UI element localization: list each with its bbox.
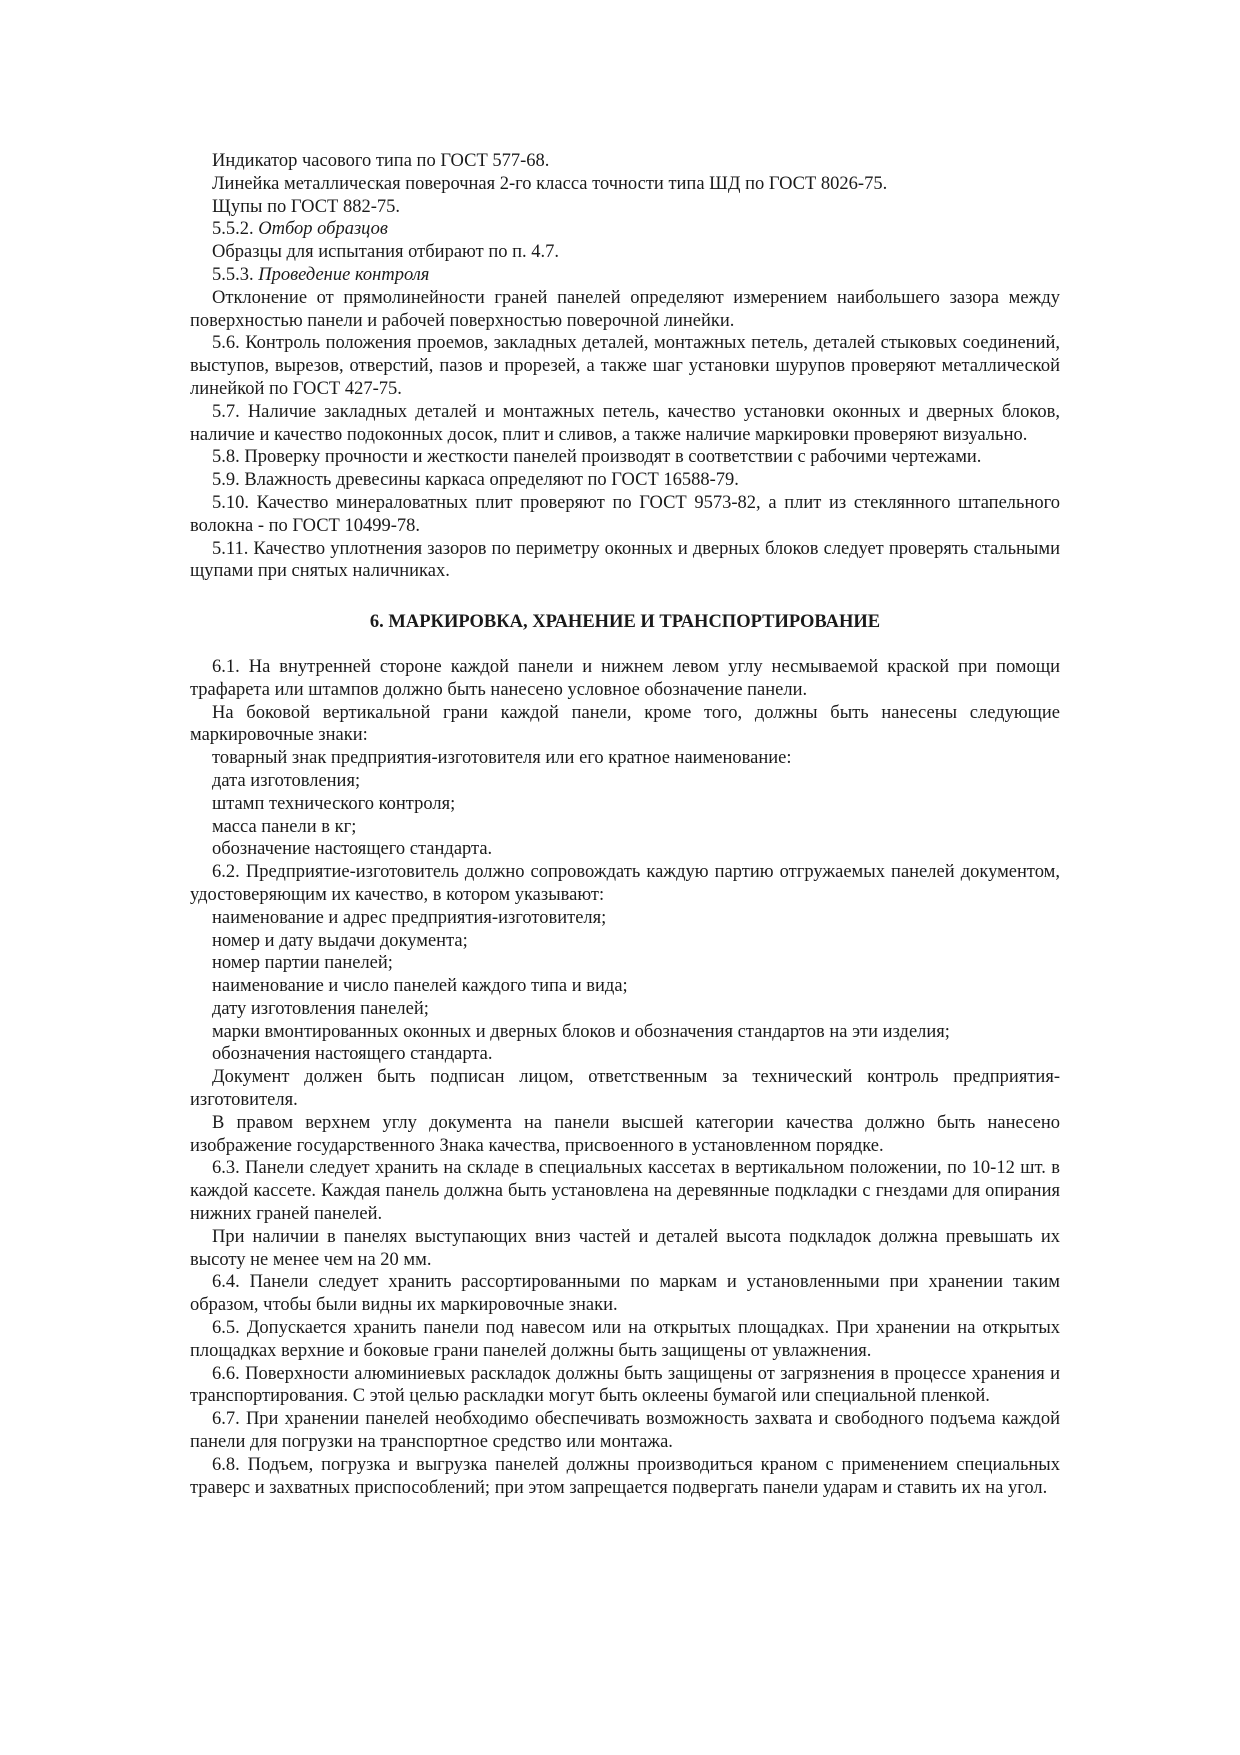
paragraph: 5.10. Качество минераловатных плит проверяют по ГОСТ 9573-82, а плит из стеклянного штапельного волокна - по ГОСТ 10499-78. xyxy=(190,492,1060,536)
section-6-heading: 6. МАРКИРОВКА, ХРАНЕНИЕ И ТРАНСПОРТИРОВАНИЕ xyxy=(369,612,881,633)
paragraph: Щупы по ГОСТ 882-75. xyxy=(212,196,400,217)
paragraph: 5.8. Проверку прочности и жесткости панелей производят в соответствии с рабочими чертежами. xyxy=(212,447,982,468)
paragraph: дату изготовления панелей; xyxy=(212,998,429,1019)
paragraph: 6.1. На внутренней стороне каждой панели и нижнем левом углу несмываемой краской при помощи трафарета или штампов должно быть нанесено условное обозначение панели. xyxy=(190,656,1060,700)
paragraph: 5.7. Наличие закладных деталей и монтажных петель, качество установки оконных и дверных блоков, наличие и качество подоконных досок, плит и сливов, а также наличие маркировки проверяют визуально. xyxy=(190,401,1060,445)
equipment-list xyxy=(190,150,1060,218)
paragraph: Документ должен быть подписан лицом, ответственным за технический контроль предприятия-изготовителя. xyxy=(190,1067,1060,1111)
paragraph: 6.6. Поверхности алюминиевых раскладок должны быть защищены от загрязнения в процессе хранения и транспортирования. С этой целью раскладки могут быть оклеены бумагой или специальной пленкой. xyxy=(190,1363,1060,1407)
paragraph: 5.9. Влажность древесины каркаса определяют по ГОСТ 16588-79. xyxy=(212,470,739,491)
subsection-title: Проведение контроля xyxy=(258,264,430,285)
paragraph: номер и дату выдачи документа; xyxy=(212,930,468,951)
paragraph: При наличии в панелях выступающих вниз частей и деталей высота подкладок должна превышать их высоту не менее чем на 20 мм. xyxy=(190,1226,1060,1270)
paragraph: В правом верхнем углу документа на панели высшей категории качества должно быть нанесено изображение государственного Знака качества, присвоенного в установленном порядке. xyxy=(190,1112,1060,1156)
paragraph: 6.5. Допускается хранить панели под навесом или на открытых площадках. При хранении на открытых площадках верхние и боковые грани панелей должны быть защищены от увлажнения. xyxy=(190,1318,1060,1361)
paragraph: 6.8. Подъем, погрузка и выгрузка панелей должны производиться краном с применением специальных траверс и захватных приспособлений; при этом запрещается подвергать панели ударам и ставить их на угол. xyxy=(190,1454,1060,1498)
paragraph: масса панели в кг; xyxy=(212,816,357,837)
paragraph: дата изготовления; xyxy=(212,770,361,791)
paragraph: наименование и адрес предприятия-изготовителя; xyxy=(212,907,607,928)
paragraph: номер партии панелей; xyxy=(212,953,393,974)
paragraph: 6.3. Панели следует хранить на складе в специальных кассетах в вертикальном положении, по 10-12 шт. в каждой кассете. Каждая панель должна быть установлена на деревянные подкладки с гнездами для опирания нижних граней панелей. xyxy=(190,1158,1060,1225)
paragraph: марки вмонтированных оконных и дверных блоков и обозначения стандартов на эти изделия; xyxy=(212,1021,950,1042)
subsection-number: 5.5.2. xyxy=(212,219,259,240)
paragraph: товарный знак предприятия-изготовителя или его кратное наименование: xyxy=(212,748,792,769)
section-6-body xyxy=(190,656,1060,1499)
paragraph: штамп технического контроля; xyxy=(212,793,456,814)
subsection-title: Отбор образцов xyxy=(258,219,388,240)
paragraph: 5.6. Контроль положения проемов, закладных деталей, монтажных петель, деталей стыковых соединений, выступов, вырезов, отверстий, пазов и прорезей, а также шаг установки шурупов проверяют металлической линейкой по ГОСТ 427-75. xyxy=(190,333,1060,399)
paragraph: обозначение настоящего стандарта. xyxy=(212,839,493,860)
paragraph: обозначения настоящего стандарта. xyxy=(212,1044,493,1065)
document-page xyxy=(190,150,1060,1499)
paragraph: Индикатор часового типа по ГОСТ 577-68. xyxy=(212,151,550,171)
section-5-body xyxy=(190,287,1060,583)
subsection-553-heading xyxy=(190,264,1060,287)
paragraph: 6.2. Предприятие-изготовитель должно сопровождать каждую партию отгружаемых панелей документом, удостоверяющим их качество, в котором указывают: xyxy=(190,862,1060,905)
paragraph: Образцы для испытания отбирают по п. 4.7. xyxy=(212,242,560,263)
subsection-552-heading xyxy=(190,218,1060,241)
subsection-number: 5.5.3. xyxy=(212,264,259,285)
paragraph: Линейка металлическая поверочная 2-го класса точности типа ШД по ГОСТ 8026-75. xyxy=(212,173,888,194)
paragraph: На боковой вертикальной грани каждой панели, кроме того, должны быть нанесены следующие маркировочные знаки: xyxy=(190,702,1060,746)
paragraph: 5.11. Качество уплотнения зазоров по периметру оконных и дверных блоков следует проверять стальными щупами при снятых наличниках. xyxy=(190,538,1060,582)
paragraph: наименование и число панелей каждого типа и вида; xyxy=(212,976,628,997)
paragraph: 6.4. Панели следует хранить рассортированными по маркам и установленными при хранении таким образом, чтобы были видны их маркировочные знаки. xyxy=(190,1272,1060,1316)
paragraph: 6.7. При хранении панелей необходимо обеспечивать возможность захвата и свободного подъема каждой панели для погрузки на транспортное средство или монтажа. xyxy=(190,1409,1060,1453)
paragraph: Отклонение от прямолинейности граней панелей определяют измерением наибольшего зазора между поверхностью панели и рабочей поверхностью поверочной линейки. xyxy=(190,287,1060,331)
